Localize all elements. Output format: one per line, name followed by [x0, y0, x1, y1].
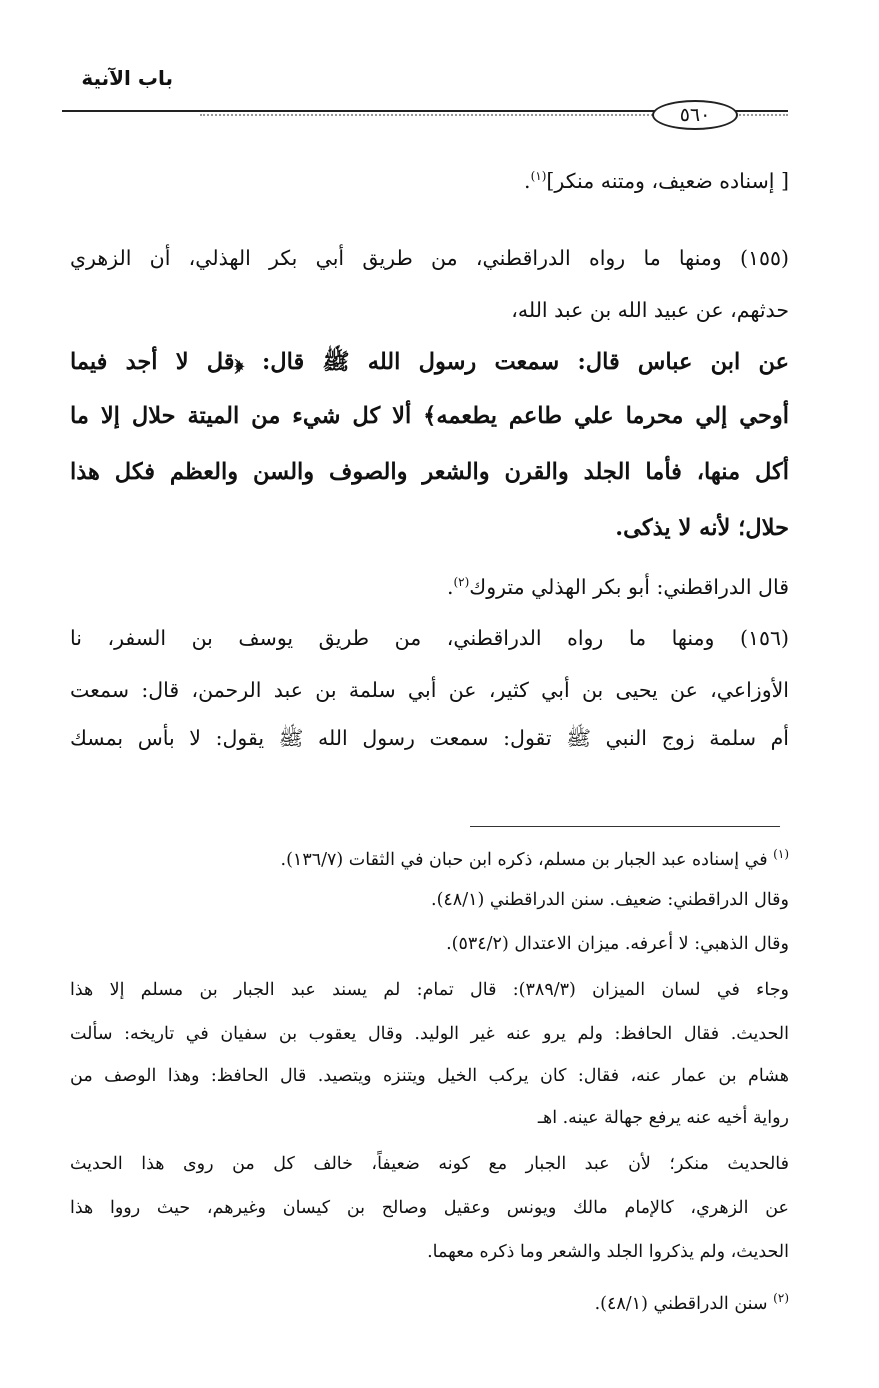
- body-line-grading: [ إسناده ضعيف، ومتنه منكر]$^{(١)}$.: [524, 168, 789, 193]
- chapter-title: باب الآنية: [81, 66, 173, 90]
- body-line-bold-2: أوحي إلي محرما علي طاعم يطعمه﴾ ألا كل شيء من الميتة حلال إلا ما: [70, 403, 789, 429]
- body-line-hadith-156: (١٥٦) ومنها ما رواه الدراقطني، من طريق يوسف بن السفر، نا: [70, 626, 789, 650]
- body-line-bold-1: عن ابن عباس قال: سمعت رسول الله ﷺ قال: ﴿قل لا أجد فيما: [70, 349, 789, 375]
- body-line-bold-3: أكل منها، فأما الجلد والقرن والشعر والصوف والسن والعظم فكل هذا: [70, 459, 789, 485]
- body-line-hadith-156-cont-2: أم سلمة زوج النبي ﷺ تقول: سمعت رسول الله ﷺ يقول: لا بأس بمسك: [70, 726, 789, 750]
- footnote-1-line-6: هشام بن عمار عنه، فقال: كان يركب الخيل ويتنزه ويتصيد. قال الحافظ: وهذا الوصف من: [70, 1066, 789, 1086]
- body-line-hadith-155-cont: حدثهم، عن عبيد الله بن عبد الله،: [511, 298, 789, 322]
- footnote-1-line-1: $^{(١)}$ في إسناده عبد الجبار بن مسلم، ذكره ابن حبان في الثقات (١٣٦/٧).: [280, 847, 789, 870]
- body-line-hadith-156-cont-1: الأوزاعي، عن يحيى بن أبي كثير، عن أبي سلمة بن عبد الرحمن، قال: سمعت: [70, 678, 789, 702]
- footnote-1-line-7: رواية أخيه عنه يرفع جهالة عينه. اهـ: [537, 1108, 789, 1128]
- footnote-1-line-4: وجاء في لسان الميزان (٣٨٩/٣): قال تمام: لم يسند عبد الجبار بن مسلم إلا هذا: [70, 980, 789, 1000]
- footnote-ref-1: (١): [530, 169, 547, 183]
- footnote-2: $^{(٢)}$ سنن الدراقطني (٤٨/١).: [594, 1291, 789, 1314]
- page-number: ٥٦٠: [652, 100, 738, 130]
- footnote-1-line-3: وقال الذهبي: لا أعرفه. ميزان الاعتدال (٥٣٤/٢).: [446, 934, 789, 954]
- footnote-marker-1: (١): [773, 847, 789, 861]
- footnote-1-line-10: الحديث، ولم يذكروا الجلد والشعر وما ذكره معهما.: [427, 1242, 789, 1262]
- body-line-hadith-155: (١٥٥) ومنها ما رواه الدراقطني، من طريق أبي بكر الهذلي، أن الزهري: [70, 246, 789, 270]
- footnote-1-line-2: وقال الدراقطني: ضعيف. سنن الدراقطني (٤٨/١).: [431, 890, 789, 910]
- footnote-1-line-5: الحديث. فقال الحافظ: ولم يرو عنه غير الوليد. وقال يعقوب بن سفيان في تاريخه: سألت: [70, 1024, 789, 1044]
- body-line-bold-4: حلال؛ لأنه لا يذكى.: [615, 515, 789, 541]
- footnote-marker-2: (٢): [773, 1291, 789, 1305]
- footnote-ref-2: (٢): [453, 575, 470, 589]
- footnote-1-line-9: عن الزهري، كالإمام مالك ويونس وعقيل وصالح بن كيسان وغيرهم، حيث رووا هذا: [70, 1198, 789, 1218]
- body-line-daraqutni: قال الدراقطني: أبو بكر الهذلي متروك$^{(٢)}$.: [446, 574, 789, 599]
- footnote-1-line-8: فالحديث منكر؛ لأن عبد الجبار مع كونه ضعيفاً، خالف كل من روى هذا الحديث: [70, 1154, 789, 1174]
- footnote-separator: [470, 826, 780, 827]
